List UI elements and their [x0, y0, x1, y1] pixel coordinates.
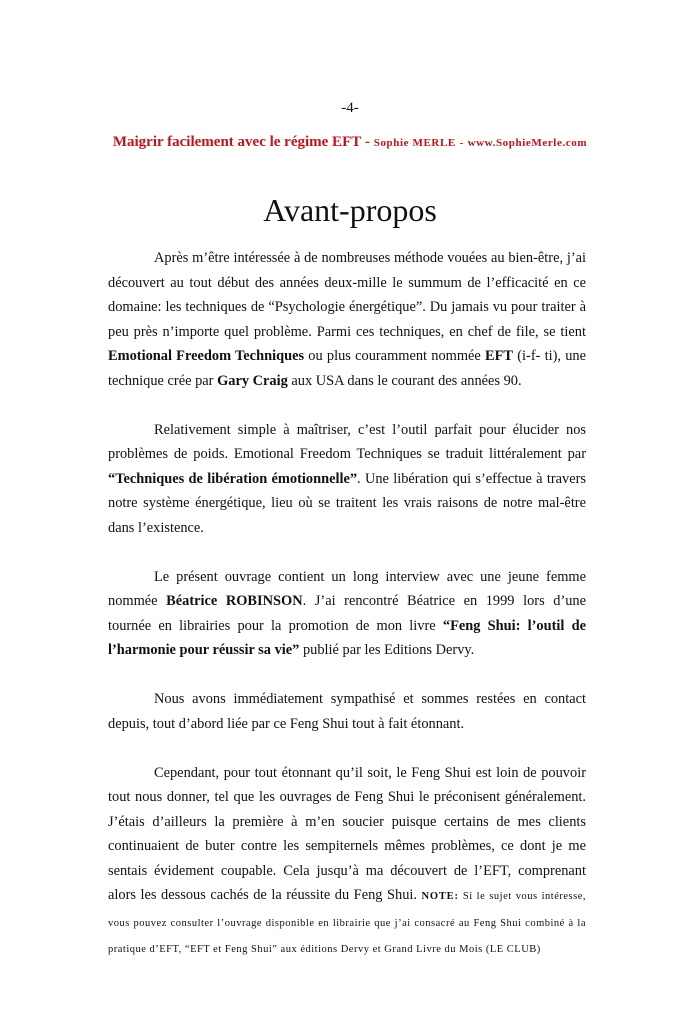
website-url: www.SophieMerle.com: [467, 137, 588, 149]
text-run: Nous avons immédiatement sympathisé et sommes restées en contact depuis, tout d’abord liée par ce Feng Shui tout à fait étonnant.: [108, 691, 586, 732]
text-run: Le présent ouvrage contient un long interview avec une jeune femme nommée: [108, 568, 586, 609]
header-separator-2: -: [459, 137, 464, 149]
text-run: ou plus couramment nommée: [304, 348, 486, 364]
header-separator: -: [364, 134, 370, 150]
text-run: (i-f- ti), une technique crée par: [108, 348, 587, 389]
note-label: NOTE:: [421, 891, 459, 902]
bold-term-beatrice: Béatrice ROBINSON: [166, 593, 303, 609]
text-run: aux USA dans le courant des années 90.: [287, 372, 522, 389]
text-run: Relativement simple à maîtriser, c’est l’outil parfait pour élucider nos problèmes de poids. Emotional Freedom Techniques se traduit littéralement par: [108, 421, 586, 462]
bold-term-translation: “Techniques de libération émotionnelle”: [108, 470, 358, 487]
author-name: Sophie MERLE: [373, 137, 456, 149]
bold-term-gary-craig: Gary Craig: [217, 372, 288, 389]
running-header: [0, 134, 700, 151]
book-title: Maigrir facilement avec le régime EFT: [112, 134, 362, 150]
body-text: [108, 246, 586, 987]
bold-term-eft-full: Emotional Freedom Techniques: [108, 348, 305, 364]
text-run: publié par les Editions Dervy.: [299, 642, 475, 658]
paragraph-4: [108, 687, 586, 736]
text-run: Cependant, pour tout étonnant qu’il soit, le Feng Shui est loin de pouvoir tout nous donner, tel que les ouvrages de Feng Shui le préconisent généralement. J’étais d’ailleurs la première à m’en soucier puisque certains de mes clients continuaient de buter contre les sempiternels mêmes problèmes, ce dont je me sentais évidement coupable. Cela jusqu’à ma découvert de l’EFT, comprenant alors les dessous cachés de la réussite du Feng Shui.: [108, 764, 586, 903]
paragraph-5: [108, 761, 586, 963]
text-run: Après m’être intéressée à de nombreuses méthode vouées au bien-être, j’ai découvert au tout début des années deux-mille le summum de l’efficacité en ce domaine: les techniques de “Psychologie énergétique”. Du jamais vu pour traiter à peu près n’importe quel problème. Parmi ces techniques, en chef de file, se tient: [108, 250, 586, 340]
paragraph-2: [108, 418, 586, 541]
paragraph-1: [108, 246, 586, 393]
bold-term-eft: EFT: [485, 348, 514, 364]
paragraph-3: [108, 565, 586, 663]
page-number: -4-: [341, 100, 359, 116]
text-run: . Une libération qui s’effectue à travers notre système énergétique, lieu où se traitent les vrais raisons de notre mal-être dans l’existence.: [108, 470, 586, 536]
chapter-title: Avant-propos: [263, 192, 437, 228]
bold-term-book-title: “Feng Shui: l’outil de l’harmonie pour réussir sa vie”: [108, 617, 586, 658]
text-run: . J’ai rencontré Béatrice en 1999 lors d’une tournée en librairies pour la promotion de mon livre: [108, 593, 587, 634]
note-text: Si le sujet vous intéresse, vous pouvez consulter l’ouvrage disponible en librairie que j’ai consacré au Feng Shui combiné à la pratique d’EFT, “EFT et Feng Shui” aux éditions Dervy et Grand Livre du Mois (LE CLUB): [108, 891, 586, 955]
